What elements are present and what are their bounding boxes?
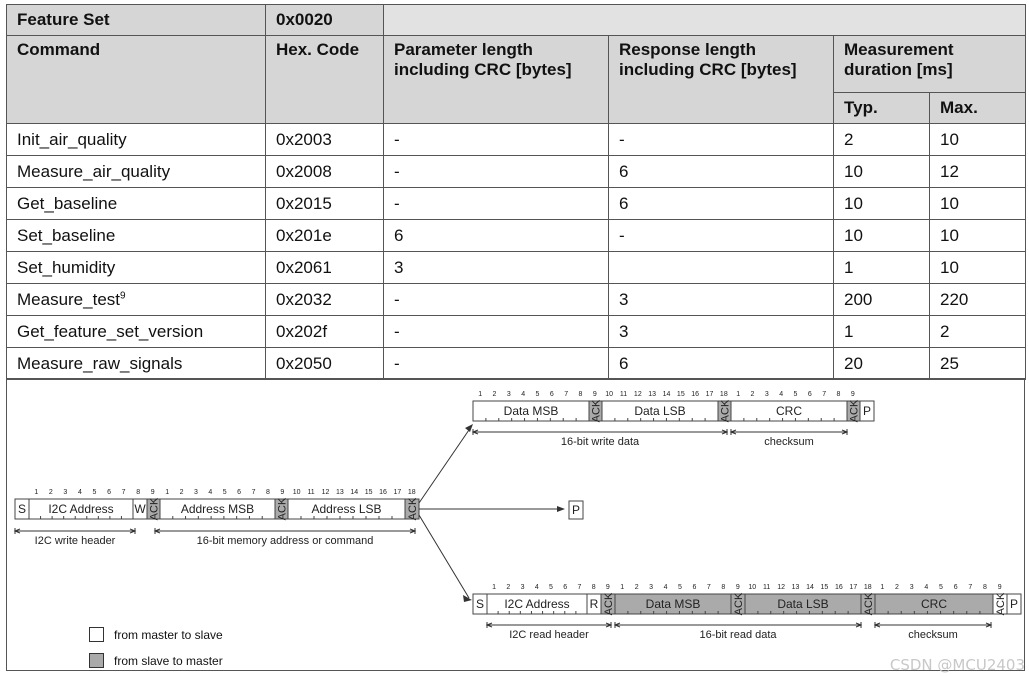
- cell-typ: [834, 156, 930, 188]
- write-crc-bit-5: 5: [793, 391, 798, 398]
- cell-hex: [266, 156, 384, 188]
- cell-hex: [266, 316, 384, 348]
- write-hdr-bit-3: 3: [63, 489, 68, 496]
- write-crc-bit-8: 8: [836, 391, 841, 398]
- table-row: [7, 124, 1026, 156]
- legend-master-swatch: [89, 627, 104, 642]
- feature-set-label: Feature Set: [7, 5, 266, 36]
- read-hdr-bit-9: 9: [605, 584, 610, 591]
- write-crc-bit-9: 9: [850, 391, 855, 398]
- read-msb-ack-label: ACK: [733, 592, 745, 616]
- read-data-bit-7: 7: [706, 584, 711, 591]
- cell-hex-text: 0x202f: [276, 321, 328, 341]
- feature-set-value: 0x0020: [266, 5, 384, 36]
- cell-typ-text: 10: [844, 193, 863, 213]
- cell-command: [7, 220, 266, 252]
- write-data-bit-14: 14: [662, 391, 671, 398]
- write-mem-bit-15: 15: [364, 489, 373, 496]
- stop-p-label: P: [571, 503, 581, 517]
- cell-max: [930, 124, 1026, 156]
- write-hdr-bit-1: 1: [34, 489, 39, 496]
- cell-param: [384, 316, 609, 348]
- write-mem-bit-2: 2: [179, 489, 184, 496]
- write-mem-bit-10: 10: [292, 489, 301, 496]
- read-data-bit-16: 16: [834, 584, 843, 591]
- cell-response-text: 3: [619, 321, 629, 341]
- write-data-lsb-ack-label: ACK: [719, 399, 732, 423]
- cell-response: [609, 220, 834, 252]
- write-mem-bit-6: 6: [237, 489, 242, 496]
- write-data-bit-6: 6: [549, 391, 554, 398]
- brace-read-checksum-caption: checksum: [908, 629, 958, 641]
- write-data-msb-label: Data MSB: [503, 404, 559, 418]
- write-hdr-bit-8: 8: [136, 489, 141, 496]
- write-crc-bit-1: 1: [736, 391, 741, 398]
- cell-command-text: Set_baseline: [17, 225, 116, 245]
- cell-max: [930, 316, 1026, 348]
- cell-param-text: -: [394, 289, 400, 309]
- read-data-bit-3: 3: [649, 584, 654, 591]
- read-data-bit-6: 6: [692, 584, 697, 591]
- cell-response-text: 6: [619, 161, 629, 181]
- cell-max: [930, 188, 1026, 220]
- write-address-msb-label: Address MSB: [180, 502, 255, 516]
- cell-param: [384, 284, 609, 316]
- cell-command: [7, 348, 266, 380]
- cell-typ: [834, 252, 930, 284]
- write-data-bit-13: 13: [648, 391, 657, 398]
- brace-memory-address-caption: 16-bit memory address or command: [196, 535, 374, 547]
- cell-typ-text: 1: [844, 257, 854, 277]
- legend-slave-label: from slave to master: [114, 653, 223, 668]
- write-mem-bit-4: 4: [208, 489, 213, 496]
- read-crc-label: CRC: [921, 597, 947, 611]
- write-mem-bit-18: 18: [407, 489, 416, 496]
- read-nack-label: ACK: [995, 592, 1007, 616]
- write-crc-label: CRC: [776, 404, 802, 418]
- cell-param: [384, 348, 609, 380]
- cell-typ-text: 10: [844, 225, 863, 245]
- cell-param: [384, 188, 609, 220]
- write-data-lsb-label: Data LSB: [634, 404, 686, 418]
- cell-response: [609, 316, 834, 348]
- legend-master: [89, 627, 223, 642]
- brace-write-data-caption: 16-bit write data: [560, 436, 640, 448]
- cell-max: [930, 220, 1026, 252]
- cell-hex-text: 0x2032: [276, 289, 332, 309]
- brace-write-checksum-caption: checksum: [764, 436, 814, 448]
- header-max: Max.: [930, 93, 1026, 124]
- cell-max: [930, 348, 1026, 380]
- arrow-to-write-data-head: [465, 424, 473, 432]
- legend-master-label: from master to slave: [114, 627, 223, 642]
- read-crc-bit-6: 6: [953, 584, 958, 591]
- write-data-bit-9: 9: [592, 391, 597, 398]
- read-crc-bit-5: 5: [939, 584, 943, 591]
- read-data-bit-4: 4: [663, 584, 668, 591]
- legend-slave-swatch: [89, 653, 104, 668]
- write-w-label: W: [134, 502, 146, 516]
- cell-typ-text: 10: [844, 161, 863, 181]
- header-command: Command: [7, 36, 266, 124]
- cell-param-text: 3: [394, 257, 404, 277]
- cell-hex: [266, 252, 384, 284]
- cell-response-text: -: [619, 225, 625, 245]
- write-data-bit-10: 10: [605, 391, 614, 398]
- cell-hex-text: 0x2050: [276, 353, 332, 373]
- footnote-marker: 9: [120, 289, 126, 301]
- cell-response: [609, 156, 834, 188]
- cell-command: [7, 156, 266, 188]
- read-hdr-bit-3: 3: [520, 584, 525, 591]
- cell-typ-text: 2: [844, 129, 854, 149]
- write-lsb-ack-label: ACK: [407, 497, 419, 521]
- write-crc-ack-label: ACK: [848, 399, 861, 423]
- i2c-transfer-diagram: [6, 378, 1025, 671]
- table-row: [7, 220, 1026, 252]
- write-hdr-bit-7: 7: [121, 489, 126, 496]
- write-mem-bit-8: 8: [265, 489, 270, 496]
- cell-command: [7, 316, 266, 348]
- brace-write-header-caption: I2C write header: [34, 535, 116, 547]
- read-data-bit-2: 2: [634, 584, 639, 591]
- cell-max: [930, 284, 1026, 316]
- cell-response-text: -: [619, 129, 625, 149]
- read-addr-ack-label: ACK: [603, 592, 615, 616]
- read-data-bit-10: 10: [748, 584, 757, 591]
- read-hdr-bit-2: 2: [506, 584, 511, 591]
- read-data-bit-13: 13: [791, 584, 800, 591]
- write-crc-bit-2: 2: [750, 391, 755, 398]
- write-mem-bit-14: 14: [350, 489, 359, 496]
- cell-command: [7, 188, 266, 220]
- read-lsb-ack-label: ACK: [863, 592, 875, 616]
- arrow-to-write-data: [419, 427, 471, 503]
- write-s-label: S: [17, 502, 27, 516]
- write-hdr-bit-5: 5: [92, 489, 97, 496]
- read-data-bit-11: 11: [763, 584, 771, 591]
- cell-typ-text: 200: [844, 289, 873, 309]
- write-data-bit-8: 8: [578, 391, 583, 398]
- write-crc-bit-3: 3: [764, 391, 769, 398]
- cell-command-text: Get_baseline: [17, 193, 118, 213]
- watermark: CSDN @MCU2403: [889, 656, 1025, 674]
- cell-param-text: -: [394, 161, 400, 181]
- cell-response-text: 6: [619, 353, 629, 373]
- command-table: [6, 4, 1026, 380]
- header-measurement-duration: Measurement duration [ms]: [834, 36, 1026, 93]
- write-crc-bit-6: 6: [807, 391, 812, 398]
- write-data-bit-1: 1: [478, 391, 483, 398]
- table-row: [7, 348, 1026, 380]
- read-data-bit-9: 9: [735, 584, 740, 591]
- read-hdr-bit-5: 5: [549, 584, 553, 591]
- read-data-msb-label: Data MSB: [645, 597, 701, 611]
- cell-typ: [834, 188, 930, 220]
- cell-hex: [266, 284, 384, 316]
- cell-response: [609, 188, 834, 220]
- cell-hex-text: 0x201e: [276, 225, 332, 245]
- write-data-msb-ack-label: ACK: [590, 399, 603, 423]
- cell-max-text: 220: [940, 289, 969, 309]
- cell-response: [609, 124, 834, 156]
- write-data-bit-4: 4: [521, 391, 526, 398]
- cell-response-text: 3: [619, 289, 629, 309]
- write-mem-bit-1: 1: [165, 489, 170, 496]
- cell-typ: [834, 284, 930, 316]
- cell-hex: [266, 348, 384, 380]
- cell-response-text: 6: [619, 193, 629, 213]
- write-mem-bit-16: 16: [379, 489, 387, 496]
- write-mem-bit-7: 7: [251, 489, 256, 496]
- cell-command-text: Set_humidity: [17, 257, 116, 277]
- read-hdr-bit-4: 4: [534, 584, 539, 591]
- write-mem-bit-5: 5: [222, 489, 227, 496]
- read-crc-bit-1: 1: [880, 584, 885, 591]
- cell-hex: [266, 124, 384, 156]
- cell-max-text: 10: [940, 193, 959, 213]
- cell-hex: [266, 188, 384, 220]
- read-hdr-bit-6: 6: [563, 584, 568, 591]
- write-i2c-address-label: I2C Address: [48, 502, 114, 516]
- cell-hex-text: 0x2003: [276, 129, 332, 149]
- cell-param-text: -: [394, 321, 400, 341]
- brace-read-data-caption: 16-bit read data: [699, 629, 777, 641]
- write-crc-bit-7: 7: [822, 391, 827, 398]
- write-hdr-bit-9: 9: [150, 489, 155, 496]
- table-row: [7, 156, 1026, 188]
- cell-command-text: Init_air_quality: [17, 129, 127, 149]
- cell-command-text: Get_feature_set_version: [17, 321, 204, 341]
- arrow-to-stop-head: [557, 506, 565, 512]
- header-typ: Typ.: [834, 93, 930, 124]
- cell-command: [7, 252, 266, 284]
- table-row: [7, 188, 1026, 220]
- write-data-bit-18: 18: [719, 391, 728, 398]
- cell-command: [7, 284, 266, 316]
- write-mem-bit-17: 17: [393, 489, 402, 496]
- write-addr-ack-label: ACK: [148, 497, 161, 521]
- legend-slave: [89, 653, 223, 668]
- read-crc-bit-9: 9: [997, 584, 1002, 591]
- cell-param: [384, 220, 609, 252]
- cell-max-text: 10: [940, 129, 959, 149]
- read-r-label: R: [589, 597, 599, 611]
- write-data-bit-5: 5: [535, 391, 540, 398]
- read-data-lsb-label: Data LSB: [777, 597, 829, 611]
- read-data-bit-15: 15: [820, 584, 829, 591]
- cell-param: [384, 124, 609, 156]
- cell-param-text: -: [394, 353, 400, 373]
- cell-max: [930, 156, 1026, 188]
- read-i2c-address-label: I2C Address: [504, 597, 570, 611]
- read-s-label: S: [475, 597, 485, 611]
- cell-typ: [834, 220, 930, 252]
- read-data-bit-17: 17: [849, 584, 858, 591]
- read-data-bit-8: 8: [721, 584, 726, 591]
- write-address-lsb-label: Address LSB: [311, 502, 382, 516]
- cell-hex-text: 0x2008: [276, 161, 332, 181]
- header-parameter-length: Parameter length including CRC [bytes]: [384, 36, 609, 124]
- write-mem-bit-12: 12: [321, 489, 330, 496]
- write-crc-bit-4: 4: [779, 391, 784, 398]
- cell-param: [384, 156, 609, 188]
- read-crc-bit-3: 3: [909, 584, 914, 591]
- write-data-bit-3: 3: [506, 391, 511, 398]
- write-mem-bit-13: 13: [335, 489, 344, 496]
- write-data-bit-2: 2: [492, 391, 497, 398]
- cell-command: [7, 124, 266, 156]
- arrow-to-read: [419, 515, 469, 598]
- write-hdr-bit-2: 2: [48, 489, 53, 496]
- write-hdr-bit-6: 6: [107, 489, 112, 496]
- cell-max-text: 12: [940, 161, 959, 181]
- table-row: [7, 252, 1026, 284]
- read-data-bit-14: 14: [806, 584, 814, 591]
- write-mem-bit-11: 11: [307, 489, 315, 496]
- write-msb-ack-label: ACK: [276, 497, 289, 521]
- cell-param: [384, 252, 609, 284]
- cell-response: [609, 252, 834, 284]
- cell-command-text: Measure_raw_signals: [17, 353, 183, 373]
- cell-param-text: -: [394, 129, 400, 149]
- cell-hex-text: 0x2061: [276, 257, 332, 277]
- cell-typ: [834, 348, 930, 380]
- read-crc-bit-7: 7: [968, 584, 973, 591]
- table-row: [7, 316, 1026, 348]
- read-hdr-bit-8: 8: [591, 584, 596, 591]
- cell-param-text: -: [394, 193, 400, 213]
- brace-read-header-caption: I2C read header: [509, 629, 589, 641]
- read-data-bit-12: 12: [777, 584, 786, 591]
- cell-typ: [834, 316, 930, 348]
- cell-hex-text: 0x2015: [276, 193, 332, 213]
- write-data-bit-17: 17: [705, 391, 714, 398]
- header-blank: [384, 5, 1026, 36]
- write-hdr-bit-4: 4: [77, 489, 82, 496]
- cell-response: [609, 284, 834, 316]
- read-crc-bit-2: 2: [895, 584, 899, 591]
- write-data-bit-7: 7: [564, 391, 569, 398]
- cell-max-text: 2: [940, 321, 950, 341]
- write-mem-bit-9: 9: [280, 489, 285, 496]
- write-data-bit-16: 16: [691, 391, 700, 398]
- read-hdr-bit-1: 1: [492, 584, 497, 591]
- read-data-bit-18: 18: [863, 584, 872, 591]
- read-crc-bit-4: 4: [924, 584, 929, 591]
- cell-hex: [266, 220, 384, 252]
- header-response-length: Response length including CRC [bytes]: [609, 36, 834, 124]
- cell-param-text: 6: [394, 225, 404, 245]
- write-data-bit-15: 15: [676, 391, 685, 398]
- cell-response: [609, 348, 834, 380]
- cell-typ-text: 20: [844, 353, 863, 373]
- write-data-bit-12: 12: [633, 391, 642, 398]
- read-data-bit-1: 1: [620, 584, 625, 591]
- cell-max-text: 25: [940, 353, 959, 373]
- cell-typ-text: 1: [844, 321, 854, 341]
- cell-command-text: Measure_test: [17, 289, 120, 309]
- read-data-bit-5: 5: [678, 584, 682, 591]
- cell-max-text: 10: [940, 225, 959, 245]
- cell-max: [930, 252, 1026, 284]
- read-p-label: P: [1009, 597, 1019, 611]
- write-mem-bit-3: 3: [194, 489, 198, 496]
- read-hdr-bit-7: 7: [577, 584, 582, 591]
- write-p-label: P: [862, 404, 872, 418]
- cell-command-text: Measure_air_quality: [17, 161, 171, 181]
- read-crc-bit-8: 8: [983, 584, 987, 591]
- write-data-bit-11: 11: [619, 391, 628, 398]
- table-row: [7, 284, 1026, 316]
- cell-typ: [834, 124, 930, 156]
- cell-max-text: 10: [940, 257, 959, 277]
- header-hex-code: Hex. Code: [266, 36, 384, 124]
